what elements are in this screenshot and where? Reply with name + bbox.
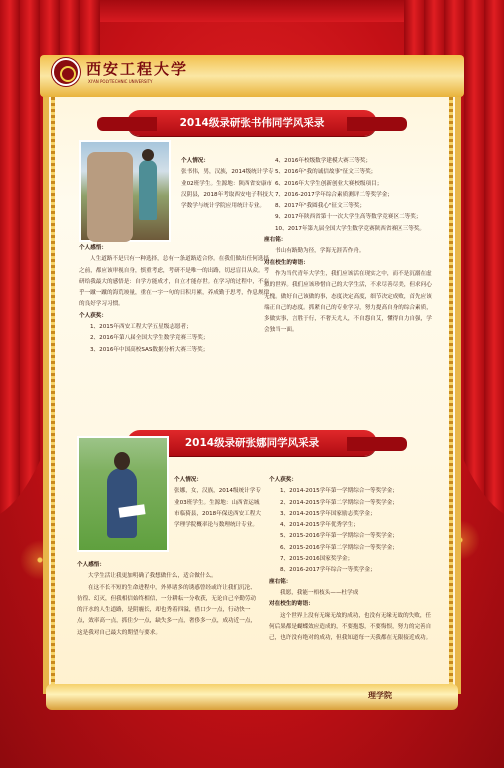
ribbon-tail bbox=[347, 117, 407, 131]
paragraph: 大学生活让我更加明确了我想做什么，适合做什么。 bbox=[88, 573, 217, 580]
paragraph: 这个世界上没有无缘无故的成功，也没有无缘无故的失败，任何后果都是蝴蝶效应造成的，不要抱怨，不要悔恨，努力的完善自己，也许没有绝对的成功，但我知道每一天我都在无限接近成功。 bbox=[269, 612, 432, 642]
photo-book bbox=[118, 504, 145, 518]
student-photo-zhang-na bbox=[77, 436, 169, 552]
paragraph: 在这不长不短的生命进程中，外界诸多的诱惑曾经或许让我们沉沦、彷徨、幻灭，但我相信始终相信，一分耕耘一分收获，无论自己辛勤劳动的汗水的人生道路，是阴霾长，却也秀着四溢，借口少一点，行动快一点，效率高一点，抓住少一点，缺失多一点，奢侈多一点，成功近一点，这是我对自己最大的期望与要求。 bbox=[77, 584, 257, 636]
ribbon-tail bbox=[347, 437, 407, 451]
photo-rock bbox=[87, 152, 133, 242]
student-photo-zhang-shuwei bbox=[79, 140, 171, 242]
section1-right-text bbox=[264, 156, 434, 337]
section-heading: 个人感悟： bbox=[79, 245, 107, 251]
paragraph: 5、2016年"我的诚信故事"征文三等奖； bbox=[275, 169, 377, 176]
paragraph: 8、2017年"我圆我心"征文三等奖； bbox=[275, 203, 366, 210]
paragraph: 7、2016-2017学年综合素质测评二等奖学金； bbox=[275, 191, 393, 198]
school-name-en: XI'AN POLYTECHNIC UNIVERSITY bbox=[88, 79, 153, 84]
school-name: 西安工程大学 bbox=[86, 60, 189, 78]
paragraph: 张娜，女，汉族，2014级统计学专业03班学生。生源地：山西省运城市临猗县，2018年保送西安工程大学理学院概率论与数理统计专业。 bbox=[174, 488, 261, 529]
paragraph: 4、2014-2015学年优秀学生； bbox=[280, 522, 359, 529]
section-heading: 个人感悟： bbox=[77, 562, 105, 568]
paragraph: 2、2016年第八届全国大学生数学竞赛三等奖； bbox=[90, 335, 209, 342]
paragraph: 张书伟，男，汉族，2014级统计学专业02班学生。生源地：陕西省安康市汉阴县，2018年考取西安电子科技大学数学与统计学院应用统计专业。 bbox=[181, 169, 274, 210]
paragraph: 作为当代青年大学生，我们应该活在现实之中，而不是沉溺在虚拟的世界。我们应该珍惜自己的大学生活，不求尽善尽美，但求问心无愧。做好自己该做的事，态度决定高度，细节决定成败，首先应该端正自己的态度。抓紧自己的专业学习，努力提高自身的综合素质，多做实事，言胜于行，不奢天尤人，不自怨自艾，懂得自力自强，学会独当一面。 bbox=[264, 270, 432, 334]
paragraph: 7、2015-2016国家奖学金； bbox=[280, 556, 354, 563]
department-label: 理学院 bbox=[368, 691, 392, 700]
section-heading: 个人情况： bbox=[174, 477, 202, 483]
paragraph: 1、2015年西安工程大学五星级志愿者； bbox=[90, 324, 192, 331]
paragraph: 1、2014-2015学年第一学期综合一等奖学金； bbox=[280, 488, 398, 495]
section1-left-text-b bbox=[79, 243, 273, 356]
paragraph: 3、2014-2015学年国家励志奖学金； bbox=[280, 510, 376, 517]
section1-title: 2014级录研张书伟同学风采录 bbox=[179, 117, 325, 129]
paragraph: 人生道路不是只有一种选择，总有一条道路适合你。在我们做出任何选择之前，都应该审视自身，慎重考虑，考研不是唯一的出路，切忌盲目从众。考研给我最大的感悟是：自学方能成才，自立才能存世。在学习的过程中，不在乎一蹴一蹴的海荒竣量，重在一字一句的日积月累，养成勤于思考，作息规律的良好学习习惯。 bbox=[79, 256, 270, 308]
section2-right-text bbox=[269, 475, 435, 644]
section-heading: 对在校生的寄语： bbox=[264, 259, 309, 266]
paragraph: 9、2017年陕西省第十一次大学生高等数学竞赛区二等奖； bbox=[275, 214, 422, 221]
paragraph: 书山有路勤为径，学海无涯苦作舟。 bbox=[275, 248, 365, 255]
photo-person bbox=[107, 468, 137, 538]
paragraph: 8、2016-2017学年综合一等奖学金； bbox=[280, 567, 376, 574]
section-heading: 座右铭： bbox=[264, 237, 287, 244]
section-heading: 座右铭： bbox=[269, 578, 292, 585]
section2-title: 2014级录研张娜同学风采录 bbox=[184, 437, 320, 449]
section-heading: 对在校生的寄语： bbox=[269, 601, 314, 608]
paragraph: 3、2016年中国高校SAS数据分析大赛三等奖； bbox=[90, 346, 209, 353]
section2-left-text-b bbox=[77, 560, 257, 639]
ribbon-tail bbox=[97, 117, 157, 131]
paragraph: 6、2015-2016学年第二学期综合一等奖学金； bbox=[280, 544, 398, 551]
paragraph: 我愿，我能一梧枝头——杜学成 bbox=[280, 589, 359, 596]
section1-left-text-a bbox=[181, 156, 275, 212]
paragraph: 5、2015-2016学年第一学期综合一等奖学金； bbox=[280, 533, 398, 540]
section1-title-ribbon bbox=[127, 110, 377, 136]
section-heading: 个人情况： bbox=[181, 158, 209, 164]
scroll-rod bbox=[46, 684, 458, 710]
paragraph: 2、2014-2015学年第二学期综合一等奖学金； bbox=[280, 499, 398, 506]
paragraph: 10、2017年第九届全国大学生数学竞赛陕西省赛区三等奖。 bbox=[275, 225, 426, 232]
photo-person bbox=[139, 160, 157, 220]
university-logo-icon bbox=[52, 58, 80, 86]
section-heading: 个人获奖： bbox=[79, 312, 107, 319]
paragraph: 6、2016年大学生创新创业大赛校级项目； bbox=[275, 180, 383, 187]
paragraph: 4、2016年校级数学建模大赛三等奖； bbox=[275, 158, 372, 164]
section2-left-text-a bbox=[174, 475, 262, 531]
section-heading: 个人获奖： bbox=[269, 477, 297, 483]
